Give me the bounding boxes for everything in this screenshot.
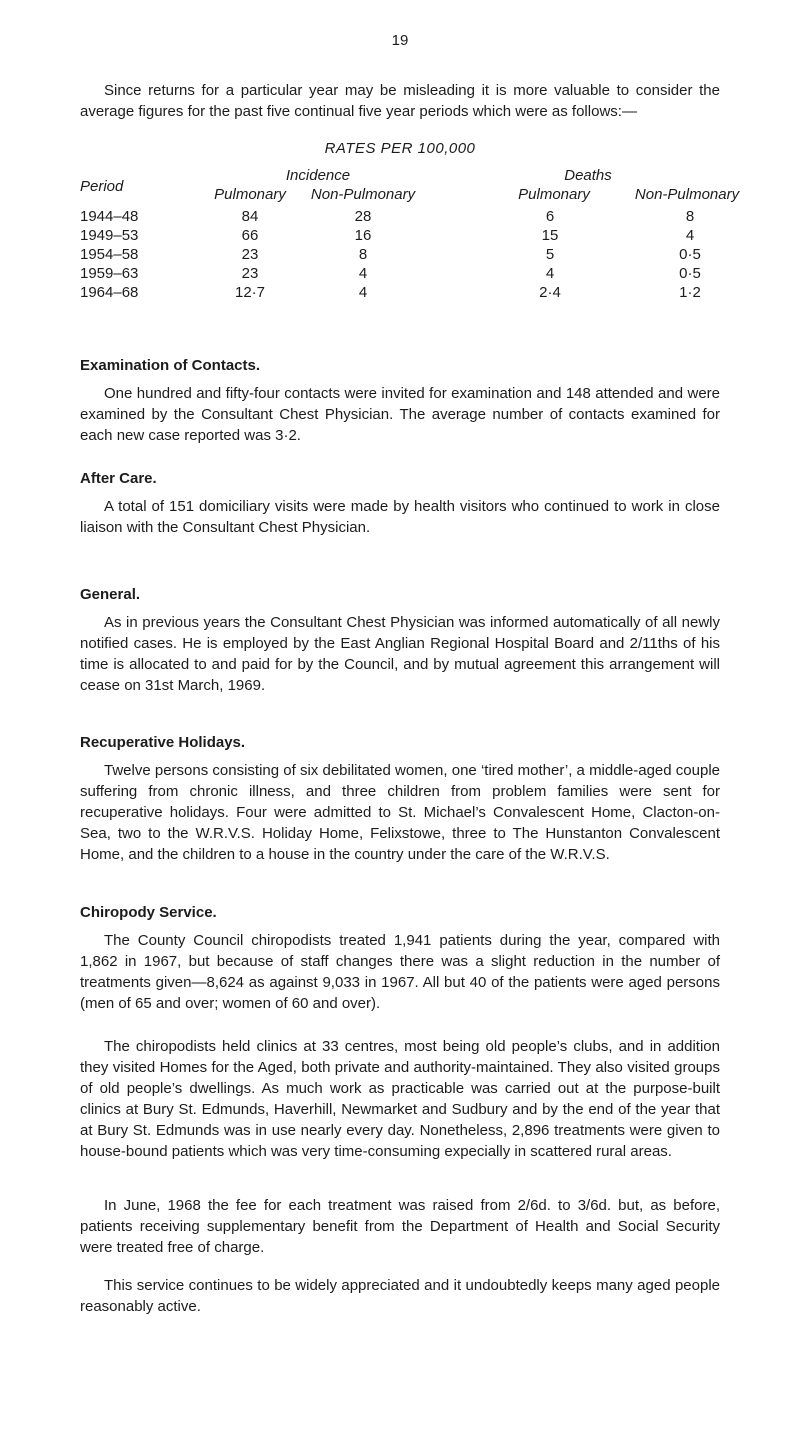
incidence-pulmonary-header: Pulmonary [214,186,286,203]
after-care-paragraph: A total of 151 domiciliary visits were made by health visitors who continued to work in close liaison with the Consultant Chest Physician. [80,498,720,536]
intro-paragraph: Since returns for a particular year may be misleading it is more valuable to consider the average figures for the past five continual five year periods which were as follows:— [80,82,720,120]
deaths-pulmonary-cell: 5 [545,246,555,263]
deaths-header: Deaths [564,167,612,184]
deaths-pulmonary-cell: 4 [545,265,555,282]
incidence-non-pulmonary-cell: 8 [358,246,368,263]
chiropody-paragraph-2: The chiropodists held clinics at 33 centres, most being old people’s clubs, and in addition they visited Homes for the Aged, both private and authority-maintained. They also visited groups of old people’s dwellings. As much work as practicable was carried out at the purpose-built clinics at Bury St. Edmunds, Haverhill, Newmarket and Sudbury and by the end of the year that at Bury St. Edmunds was in use nearly every day. Nonetheless, 2,896 treatments were given to house-bound patients which was very time-consuming expecially in scattered rural areas. [80,1038,720,1160]
section-heading-general: General. [80,586,141,603]
incidence-pulmonary-cell: 84 [241,208,259,225]
chiropody-paragraph-3: In June, 1968 the fee for each treatment was raised from 2/6d. to 3/6d. but, as before, patients receiving supplementary benefit from the Department of Health and Social Security were treated free of charge. [80,1197,720,1256]
period-cell: 1964–68 [80,284,139,301]
deaths-non-pulmonary-header: Non-Pulmonary [634,186,740,203]
deaths-non-pulmonary-cell: 1·2 [679,284,701,301]
section-heading-recuperative: Recuperative Holidays. [80,734,246,751]
incidence-non-pulmonary-cell: 28 [354,208,372,225]
chiropody-paragraph-1: The County Council chiropodists treated 1,941 patients during the year, compared with 1,862 in 1967, but because of staff changes there was a slight reduction in the number of treatments given—8,624 as against 9,033 in 1967. All but 40 of the patients were aged persons (men of 65 and over; women of 60 and over). [80,932,720,1012]
incidence-pulmonary-cell: 12·7 [234,284,266,301]
section-heading-chiropody: Chiropody Service. [80,904,217,921]
deaths-pulmonary-cell: 15 [541,227,559,244]
incidence-pulmonary-cell: 23 [241,265,259,282]
general-paragraph: As in previous years the Consultant Chest Physician was informed automatically of all newly notified cases. He is employed by the East Anglian Regional Hospital Board and 2/11ths of his time is allocated to and paid for by the Council, and by mutual agreement this arrangement will cease on 31st March, 1969. [80,614,720,694]
page-number: 19 [391,32,409,49]
incidence-header: Incidence [285,167,351,184]
deaths-non-pulmonary-cell: 4 [685,227,695,244]
period-cell: 1954–58 [80,246,139,263]
period-header: Period [80,178,124,195]
contacts-paragraph: One hundred and fifty-four contacts were invited for examination and 148 attended and were examined by the Consultant Chest Physician. The average number of contacts examined for each new case reported was 3·2. [80,385,720,444]
deaths-non-pulmonary-cell: 0·5 [679,265,701,282]
incidence-pulmonary-cell: 66 [241,227,259,244]
incidence-non-pulmonary-cell: 4 [358,265,368,282]
recuperative-paragraph: Twelve persons consisting of six debilitated women, one ‘tired mother’, a middle-aged couple suffering from chronic illness, and three children from problem families were sent for recuperative holidays. Four were admitted to St. Michael’s Convalescent Home, Clacton-on-Sea, two to the W.R.V.S. Holiday Home, Felixstowe, three to The Hunstanton Convalescent Home, and the children to a house in the country under the care of the W.R.V.S. [80,762,720,863]
section-heading-contacts: Examination of Contacts. [80,357,261,374]
incidence-non-pulmonary-cell: 16 [354,227,372,244]
deaths-non-pulmonary-cell: 8 [685,208,695,225]
period-cell: 1959–63 [80,265,139,282]
incidence-non-pulmonary-header: Non-Pulmonary [310,186,416,203]
deaths-pulmonary-cell: 6 [545,208,555,225]
incidence-non-pulmonary-cell: 4 [358,284,368,301]
deaths-pulmonary-cell: 2·4 [539,284,561,301]
section-heading-after-care: After Care. [80,470,157,487]
period-cell: 1944–48 [80,208,139,225]
chiropody-paragraph-4: This service continues to be widely appreciated and it undoubtedly keeps many aged people reasonably active. [80,1277,720,1315]
deaths-non-pulmonary-cell: 0·5 [679,246,701,263]
deaths-pulmonary-header: Pulmonary [518,186,590,203]
incidence-pulmonary-cell: 23 [241,246,259,263]
period-cell: 1949–53 [80,227,139,244]
table-title: RATES PER 100,000 [324,140,476,157]
